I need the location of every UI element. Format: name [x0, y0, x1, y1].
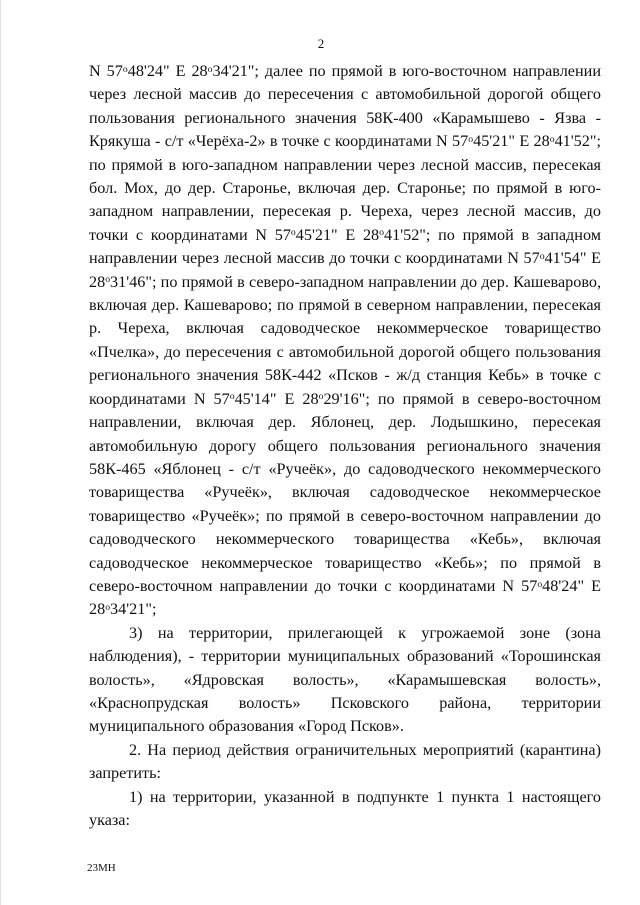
paragraph-subpoint-1: 1) на территории, указанной в подпункте 1 пункта 1 настоящего указа: [89, 787, 601, 829]
page-number: 2 [317, 36, 325, 51]
paragraph-boundary-description: N 57$^o$48'24" E 28$^o$34'21"; далее по прямой в юго-восточном направлении через лесной массив до пересечения с автомобильной дорогой общего пользования регионального значения 58К-400 «Карамышево - Язва - Крякуша - с/т «Черёха-2» в точке с координатами N 57$^o$45'21" E 28$^o$41'52"; по прямой в юго-западном направлении через лесной массив, пересекая бол. Мох, до дер. Староньe, включая дер. Староньe; по прямой в юго-западном направлении, пересекая р. Череха, через лесной массив, до точки с координатами N 57$^o$45'21" E 28$^o$41'52"; по прямой в западном направлении через лесной массив до точки с координатами N 57$^o$41'54" E 28$^o$31'46"; по прямой в северо-западном направлении до дер. Кашеварово, включая дер. Кашеварово; по прямой в северном направлении, пересекая р. Череха, включая садоводческое некоммерческое товарищество «Пчелка», до пересечения с автомобильной дорогой общего пользования регионального значения 58К-442 «Псков - ж/д станция Кебь» в точке с координатами N 57$^o$45'14" E 28$^o$29'16"; по прямой в северо-восточном направлении, включая дер. Яблонец, дер. Лодышкино, пересекая автомобильную дорогу общего пользования регионального значения 58К-465 «Яблонец - с/т «Ручеёк», до садоводческого некоммерческого товарищества «Ручеёк», включая садоводческое некоммерческое товарищество «Ручеёк»; по прямой в северо-восточном направлении до садоводческого некоммерческого товарищества «Кебь», включая садоводческое некоммерческое товарищество «Кебь»; по прямой в северо-восточном направлении до точки с координатами N 57$^o$48'24" E 28$^o$34'21"; [89, 62, 601, 619]
paragraph-observation-zone: 3) на территории, прилегающей к угрожаемой зоне (зона наблюдения), - территории муниципальных образований «Торошинская волость», «Ядровская волость», «Карамышевская волость», «Краснопрудская волость» Псковского района, территории муниципального образования «Город Псков». [89, 623, 601, 736]
document-body [89, 60, 601, 832]
footer-document-code: 23МН [87, 862, 116, 874]
paragraph-quarantine-prohibition: 2. На период действия ограничительных мероприятий (карантина) запретить: [89, 740, 601, 783]
